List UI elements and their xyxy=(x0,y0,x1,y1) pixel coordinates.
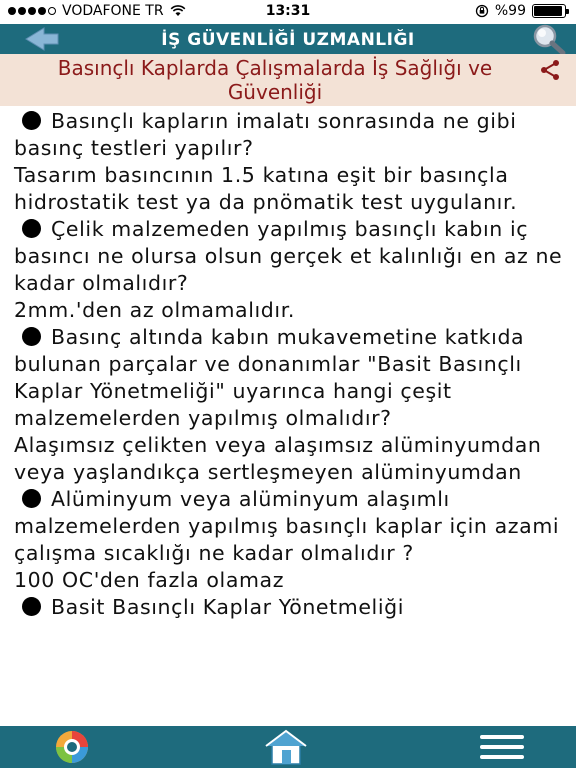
page-title: İŞ GÜVENLİĞİ UZMANLIĞI xyxy=(161,30,415,50)
qa-content[interactable] xyxy=(0,106,576,726)
tab-bar xyxy=(0,726,576,768)
rotation-lock-icon xyxy=(475,4,489,18)
clock: 13:31 xyxy=(265,3,311,19)
question-item: Alüminyum veya alüminyum alaşımlı malzemelerden yapılmış basınçlı kaplar için azami çalışma sıcaklığı ne kadar olmalıdır ? xyxy=(14,487,560,565)
question-item: Basınç altında kabın mukavemetine katkıda bulunan parçalar ve donanımlar "Basit Basınçlı Kaplar Yönetmeliği" uyarınca hangi çeşit malzemelerden yapılmış olmalıdır? xyxy=(14,325,525,430)
bullet-icon xyxy=(22,597,41,616)
carrier-label: VODAFONE TR xyxy=(62,3,164,19)
answer-item: 2mm.'den az olmamalıdır. xyxy=(14,298,295,322)
status-right xyxy=(475,3,566,19)
home-icon xyxy=(260,728,312,766)
bullet-icon xyxy=(22,111,41,130)
hamburger-menu-icon xyxy=(476,730,528,764)
share-button[interactable] xyxy=(538,58,562,82)
question-item: Basit Basınçlı Kaplar Yönetmeliği xyxy=(14,594,576,621)
bullet-icon xyxy=(22,219,41,238)
tab-menu[interactable] xyxy=(472,728,532,766)
bullet-icon xyxy=(22,327,41,346)
status-bar xyxy=(0,0,576,24)
question-item: Basınçlı kapların imalatı sonrasında ne gibi basınç testleri yapılır? xyxy=(14,109,517,160)
answer-item: 100 OC'den fazla olamaz xyxy=(14,568,285,592)
question-item: Çelik malzemeden yapılmış basınçlı kabın iç basıncı ne olursa olsun gerçek et kalınlığı en az ne kadar olmalıdır? xyxy=(14,217,563,295)
app-logo-icon xyxy=(46,729,98,765)
nav-bar xyxy=(0,24,576,54)
search-button[interactable] xyxy=(528,23,568,55)
magnifier-icon xyxy=(528,23,568,55)
tab-app-logo[interactable] xyxy=(42,728,102,766)
answer-item: Alaşımsız çelikten veya alaşımsız alüminyumdan veya yaşlandıkça sertleşmeyen alüminyumdan xyxy=(14,433,542,484)
battery-icon xyxy=(532,4,566,18)
bullet-icon xyxy=(22,489,41,508)
answer-item: Tasarım basıncının 1.5 katına eşit bir basınçla hidrostatik test ya da pnömatik test uygulanır. xyxy=(14,163,518,214)
share-icon xyxy=(538,58,562,82)
section-title: Basınçlı Kaplarda Çalışmalarda İş Sağlığı ve Güvenliği xyxy=(57,56,493,104)
section-banner xyxy=(0,54,576,106)
qa-list xyxy=(0,106,576,621)
tab-home[interactable] xyxy=(256,728,316,766)
battery-percent: %99 xyxy=(494,3,526,19)
